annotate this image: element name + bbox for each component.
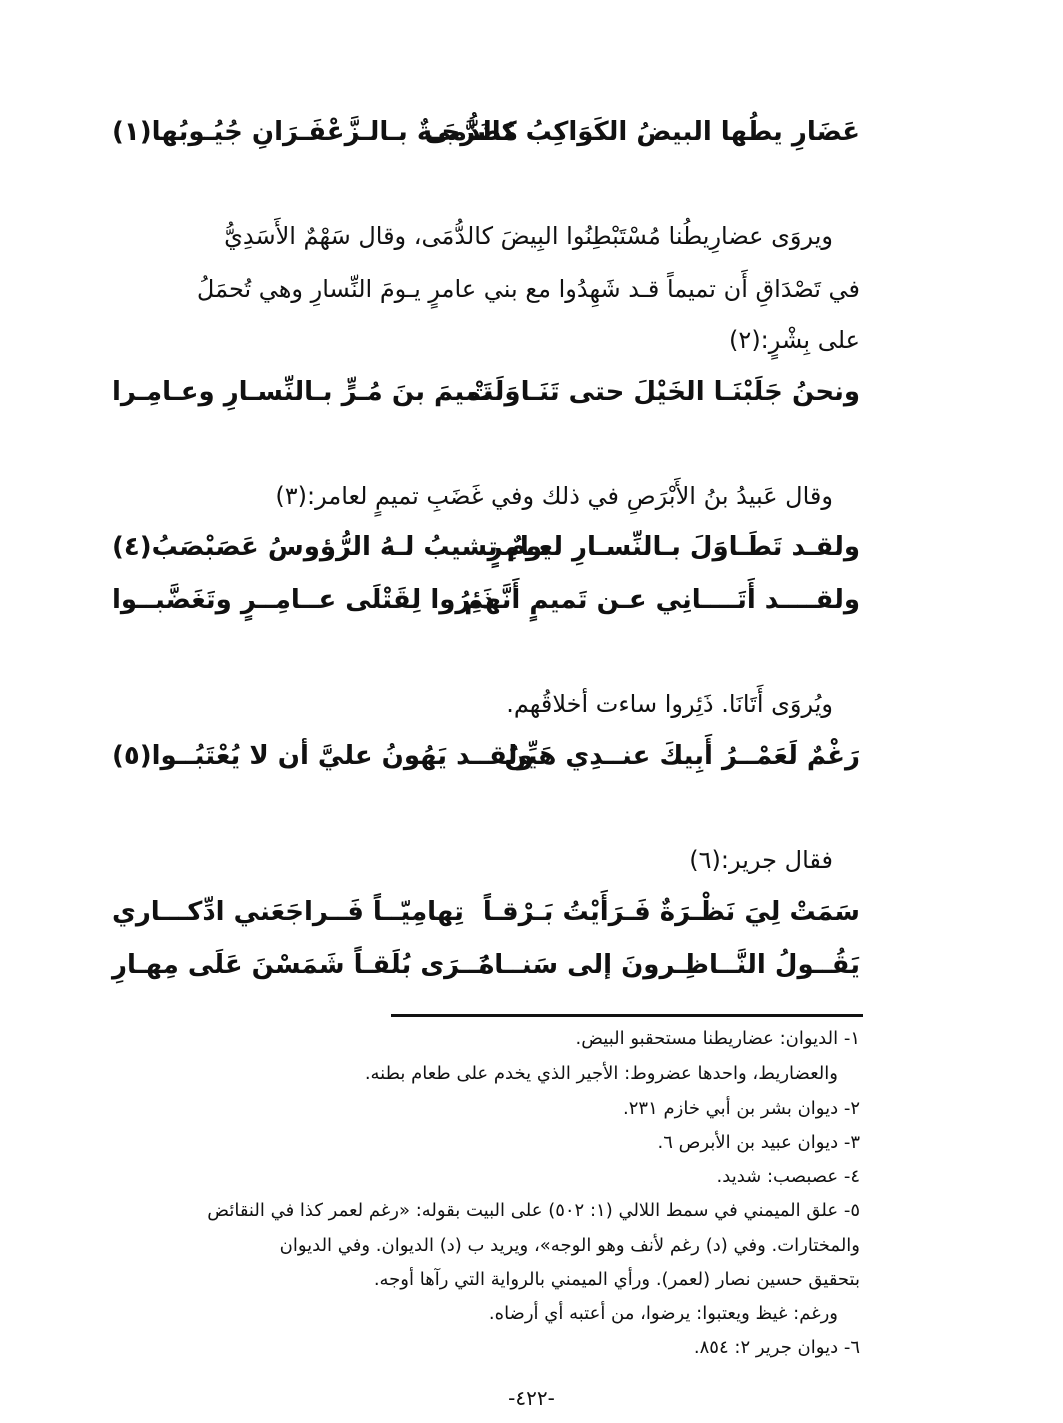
verse-7-first-hemistich: يَقُــولُ النَّــاظِـرونَ إلى سَنــاهُ	[478, 950, 860, 980]
verse-5-second-hemistich: ولقــد يَهُونُ عليَّ أن لا يُعْتَبُــوا(٥)	[112, 741, 534, 771]
prose-line-4: وقال عَبيدُ بنُ الأَبْرَصِ في ذلك وفي غَضَبِ تميمٍ لعامر:(٣)	[275, 482, 833, 510]
page-number: -٤٢٢-	[508, 1386, 555, 1410]
footnote-5-line-2: والمختارات. وفي (د) رغم لأنف وهو الوجه»، ويريد ب (د) الديوان. وفي الديوان	[279, 1235, 860, 1256]
prose-line-1: ويروَى عضارِيطُنا مُسْتَبْطِنُوا البِيضَ كالدُّمَى، وقال سَهْمٌ الأَسَدِيُّ	[224, 222, 833, 250]
footnote-4: ٤- عصبصب: شديد.	[716, 1166, 860, 1187]
footnote-3: ٣- ديوان عبيد بن الأبرص ٦.	[657, 1132, 860, 1153]
verse-2-second-hemistich: تَميمَ بنَ مُـرٍّ بـالنِّسـارِ وعـامِـرا	[112, 377, 493, 407]
verse-2-first-hemistich: ونحنُ جَلَبْنَـا الخَيْلَ حتى تَنَـاوَلَتْ	[467, 377, 860, 407]
footnote-5-line-4: ورغم: غيظ ويعتبوا: يرضوا، من أعتبه أي أرضاه.	[488, 1303, 838, 1324]
verse-5-first-hemistich: رَغْمٌ لَعَمْــرُ أَبِيكَ عنــدِي هَيِّنٌ	[504, 741, 860, 771]
verse-1-second-hemistich: مُضَرَّجَـةٌ بـالـزَّعْفَـرَانِ جُيُـوبُها(١)	[112, 117, 519, 147]
verse-4-second-hemistich: ذَئِرُوا لِقَتْلَى عــامِــرٍ وتَغَضَّبــوا	[112, 585, 495, 615]
footnote-1: ١- الديوان: عضاريطنا مستحقبو البيض.	[575, 1028, 860, 1049]
verse-7-second-hemistich: نَــرَى بُلَقـاً شَمَسْنَ عَلَى مِهـارِ	[112, 950, 488, 980]
footnote-separator	[391, 1014, 863, 1017]
verse-3-first-hemistich: ولقـد تَطَـاوَلَ بـالنِّسـارِ لعـامِرٍ	[487, 532, 860, 562]
prose-line-3: على بِشْرٍ:(٢)	[729, 326, 860, 354]
prose-line-2: في تَصْدَاقِ أَن تميماً قـد شَهِدُوا مع بني عامرٍ يـومَ النِّسارِ وهي تُحمَلُ	[196, 275, 860, 303]
verse-6-second-hemistich: تِهامِيّــاً فَــراجَعَني ادِّكـــاري	[112, 897, 464, 927]
verse-6-first-hemistich: سَمَتْ لِيَ نَظْـرَةٌ فَـرَأَيْتُ بَـرْقـاً	[482, 897, 860, 927]
footnote-5-line-3: بتحقيق حسين نصار (لعمر). ورأي الميمني بالرواية التي رآها أوجه.	[373, 1269, 860, 1290]
footnote-1-continued: والعضاريط، واحدها عضروط: الأجير الذي يخدم على طعام بطنه.	[364, 1063, 838, 1084]
prose-line-6: فقال جرير:(٦)	[689, 846, 833, 874]
verse-1-first-hemistich: عَضَارِ يطُها البيضُ الكَوَاكِبُ كالدُّمى	[424, 117, 860, 147]
verse-3-second-hemistich: يومٌ تشيبُ لـهُ الرُّؤوسُ عَصَبْصَبُ(٤)	[112, 532, 552, 562]
footnote-6: ٦- ديوان جرير ٢: ٨٥٤.	[693, 1337, 860, 1358]
verse-4-first-hemistich: ولقــــد أَتَــــانِي عـن تَميمٍ أَنَّهم	[464, 585, 860, 615]
footnote-5: ٥- علق الميمني في سمط اللالي (١: ٥٠٢) على البيت بقوله: «رغم لعمر كذا في النقائض	[207, 1200, 860, 1221]
prose-line-5: ويُروَى أَتَانَا. ذَئِروا ساءت أخلاقُهم.	[506, 690, 833, 718]
footnote-2: ٢- ديوان بشر بن أبي خازم ٢٣١.	[623, 1098, 860, 1119]
